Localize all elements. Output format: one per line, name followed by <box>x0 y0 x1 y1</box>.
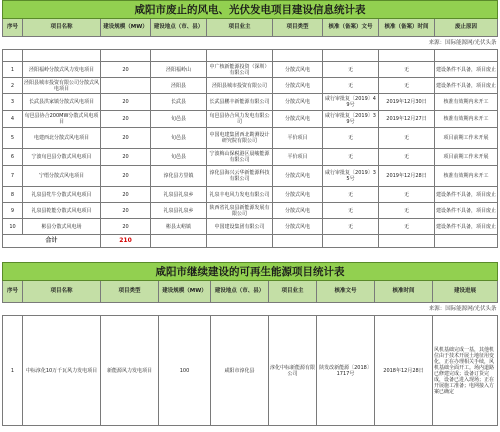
table-cell: 核准有效期内未开工 <box>435 111 498 128</box>
table-cell: 2019年12月27日 <box>379 111 435 128</box>
table-cell: 旬邑县协合风力发电有限公司 <box>207 111 273 128</box>
table-gap <box>0 248 500 262</box>
table1-header-cell: 建设规模（MW） <box>101 19 151 37</box>
table-cell <box>435 50 498 62</box>
table-cell: 2018年12月28日 <box>375 316 433 426</box>
table1-header-cell: 核准（备案）文号 <box>323 19 379 37</box>
table-cell: 宁缙分散式风电项目 <box>23 166 101 187</box>
table-cell: 长武县洪家镇分散式风电项目 <box>23 94 101 111</box>
table-cell: 无 <box>323 78 379 94</box>
table-cell: 无 <box>323 219 379 235</box>
table-row <box>3 219 498 235</box>
table-cell: 2019年12月28日 <box>379 166 435 187</box>
table1-header-cell: 废止原因 <box>435 19 498 37</box>
table-cell <box>23 50 101 62</box>
table-cell: 旬邑县 <box>151 128 207 149</box>
table-cell: 无 <box>379 149 435 166</box>
table-cell: 彬县太峪镇 <box>151 219 207 235</box>
table-cell: 泾阳福岭山 <box>151 62 207 78</box>
table-cell <box>323 50 379 62</box>
table-cell: 淳化中标新能源有限公司 <box>269 316 317 426</box>
table-cell: 20 <box>101 94 151 111</box>
table-cell: 6 <box>3 149 23 166</box>
table-cell: 旬邑县 <box>151 111 207 128</box>
table-cell <box>101 78 151 94</box>
table-cell: 核准有效期内未开工 <box>435 166 498 187</box>
table-row <box>3 128 498 149</box>
table-cell: 泾阳县 <box>151 78 207 94</box>
table-row <box>3 187 498 203</box>
table1-title: 咸阳市废止的风电、光伏发电项目建设信息统计表 <box>3 1 498 19</box>
table-cell: 建设条件不具备，项目废止 <box>435 203 498 219</box>
table-cell: 无 <box>379 62 435 78</box>
table-cell: 项目前期工作未开展 <box>435 149 498 166</box>
table-cell: 宁波旬邑县分散式风电项目 <box>23 149 101 166</box>
table-cell: 淳化县方里镇 <box>151 166 207 187</box>
table2-header-cell: 项目名称 <box>23 281 101 303</box>
table-row <box>3 111 498 128</box>
table-cell: 20 <box>101 111 151 128</box>
table-row <box>3 203 498 219</box>
table-cell: 分散式风电 <box>273 203 323 219</box>
table-cell: 长武县 <box>151 94 207 111</box>
table-cell: 1 <box>3 316 23 426</box>
table-cell: 旬邑县协合200MW分散式风电项目 <box>23 111 101 128</box>
table-cell: 咸阳市淳化县 <box>211 316 269 426</box>
table-cell: 中广核新能源投资（深圳）有限公司 <box>207 62 273 78</box>
table-cell: 电建西北分散式风电项目 <box>23 128 101 149</box>
table-cell: 5 <box>3 128 23 149</box>
table-cell: 20 <box>101 149 151 166</box>
table-cell: 分散式风电 <box>273 166 323 187</box>
table-cell: 3 <box>3 94 23 111</box>
table-cell: 2019年12月30日 <box>379 94 435 111</box>
table2-source: 来源：国际能源网/光伏头条 <box>3 303 498 316</box>
table-cell: 咸行审批复〔2019〕49号 <box>323 94 379 111</box>
table-cell: 建设条件不具备，项目废止 <box>435 78 498 94</box>
table-cell: 20 <box>101 128 151 149</box>
table-row <box>3 50 498 62</box>
table2-header-cell: 建设地点（市、县） <box>211 281 269 303</box>
table-cell: 咸行审批复〔2019〕39号 <box>323 111 379 128</box>
table-cell: 4 <box>3 111 23 128</box>
table1-header-cell: 序号 <box>3 19 23 37</box>
table-cell: 分散式风电 <box>273 219 323 235</box>
table-cell: 宁波梅山保税港区晨峻能源有限公司 <box>207 149 273 166</box>
table-cell: 20 <box>101 187 151 203</box>
table1-header-cell: 项目名称 <box>23 19 101 37</box>
table-cell: 20 <box>101 219 151 235</box>
table2-header-cell: 建设规模（MW） <box>159 281 211 303</box>
table-cell: 礼泉县乾能分散式风电项目 <box>23 203 101 219</box>
table-cell: 礼泉县礼泉乡 <box>151 187 207 203</box>
table-cell: 无 <box>379 78 435 94</box>
table-cell: 9 <box>3 203 23 219</box>
table-cell: 1 <box>3 62 23 78</box>
table1-source: 来源：国际能源网/光伏头条 <box>3 37 498 50</box>
table2-header-cell: 建设进展 <box>433 281 498 303</box>
table-cell: 无 <box>323 128 379 149</box>
table1-header-cell: 项目类型 <box>273 19 323 37</box>
table-cell: 无 <box>379 203 435 219</box>
table-cell: 无 <box>323 149 379 166</box>
table-cell: 陕发改新能源〔2018〕1717号 <box>317 316 375 426</box>
table2-header-cell: 项目业主 <box>269 281 317 303</box>
table-cell: 旬邑县 <box>151 149 207 166</box>
table-cell: 陕西省礼泉县新能源发展有限公司 <box>207 203 273 219</box>
table-cell: 建设条件不具备，项目废止 <box>435 187 498 203</box>
table-cell: 20 <box>101 203 151 219</box>
table-cell <box>273 50 323 62</box>
table1-header-row <box>3 19 498 37</box>
table-cell: 分散式风电 <box>273 78 323 94</box>
table-cell: 中标淳化10万千瓦风力发电项目 <box>23 316 101 426</box>
table-cell: 风机基础完成一基，其他机位由于技术开展土地征用变化，正在办理相关手续，风机基础全面开工。场内道路已修建完成；设备订货完成，设备已进入现场；正在开展施工准备；电网接入方案已确定 <box>433 316 498 426</box>
table1-header-cell: 建设地点（市、县） <box>151 19 207 37</box>
table-cell <box>151 50 207 62</box>
table-cell <box>3 50 23 62</box>
table-cell: 项目前期工作未开展 <box>435 128 498 149</box>
table-cell: 分散式风电 <box>273 187 323 203</box>
table-cell: 长武县鹏丰新能源有限公司 <box>207 94 273 111</box>
table1-total-row <box>3 235 498 248</box>
table-row <box>3 149 498 166</box>
table-cell: 无 <box>323 187 379 203</box>
table-cell: 10 <box>3 219 23 235</box>
table-cell: 7 <box>3 166 23 187</box>
table-cell: 中国建设集团有限公司 <box>207 219 273 235</box>
table-cell: 中国电建集团西北勘测设计研究院有限公司 <box>207 128 273 149</box>
table-cell: 平价项目 <box>273 128 323 149</box>
table-cell: 彬县分散式风电场 <box>23 219 101 235</box>
continuing-projects-table <box>2 262 498 426</box>
table-cell: 2 <box>3 78 23 94</box>
table-cell: 分散式风电 <box>273 62 323 78</box>
table-row <box>3 94 498 111</box>
table1-header-cell: 项目业主 <box>207 19 273 37</box>
table-cell: 泾阳县城市投资有限公司分散式风电项目 <box>24 79 100 92</box>
table-row <box>3 316 498 426</box>
total-label: 合计 <box>3 235 101 248</box>
table-cell: 分散式风电 <box>273 111 323 128</box>
table-cell: 平价项目 <box>273 149 323 166</box>
table-cell: 淳化县海兴云华新能源科技有限公司 <box>207 166 273 187</box>
table-row <box>3 78 498 94</box>
table-row <box>3 166 498 187</box>
table-cell: 建设条件不具备，项目废止 <box>435 219 498 235</box>
table-cell: 100 <box>159 316 211 426</box>
abolished-projects-table <box>2 0 498 248</box>
table-cell <box>379 50 435 62</box>
table-cell: 20 <box>101 166 151 187</box>
total-value: 210 <box>101 235 151 248</box>
table-cell: 新能源风力发电项目 <box>101 316 159 426</box>
table2-header-row <box>3 281 498 303</box>
table-row <box>3 62 498 78</box>
table-cell: 咸行审批复〔2019〕35号 <box>323 166 379 187</box>
table-cell: 无 <box>379 187 435 203</box>
table-cell <box>101 50 151 62</box>
table1-header-cell: 核准（备案）时间 <box>379 19 435 37</box>
table-cell: 20 <box>101 62 151 78</box>
table2-header-cell: 项目类型 <box>101 281 159 303</box>
table-cell <box>207 50 273 62</box>
table-cell: 礼泉丰电风力发电有限公司 <box>207 187 273 203</box>
table2-header-cell: 序号 <box>3 281 23 303</box>
table-cell: 礼泉县礼泉乡 <box>151 203 207 219</box>
table-cell: 礼泉县牝牛分散式风电项目 <box>23 187 101 203</box>
table-cell: 无 <box>379 219 435 235</box>
table-cell: 建设条件不具备，项目废止 <box>435 62 498 78</box>
table-cell: 核准有效期内未开工 <box>435 94 498 111</box>
table-cell: 无 <box>323 62 379 78</box>
table2-header-cell: 核准时间 <box>375 281 433 303</box>
table-cell: 泾阳福岭分散式风力发电项目 <box>23 62 101 78</box>
table-cell: 无 <box>323 203 379 219</box>
table2-title: 咸阳市继续建设的可再生能源项目统计表 <box>3 263 498 281</box>
table-cell: 分散式风电 <box>273 94 323 111</box>
table-cell: 泾阳县城市投资有限公司 <box>207 78 273 94</box>
table-cell: 8 <box>3 187 23 203</box>
table-cell: 无 <box>379 128 435 149</box>
table2-header-cell: 核准文号 <box>317 281 375 303</box>
